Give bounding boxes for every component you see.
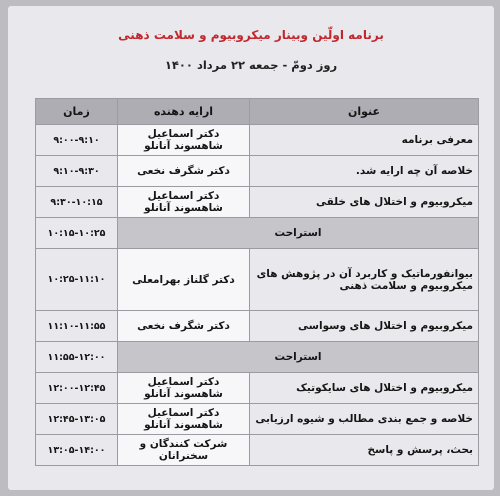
time-cell: ۱۰:۱۵-۱۰:۲۵	[36, 218, 118, 249]
table-row	[36, 373, 479, 404]
topic-cell: بیوانفورماتیک و کاربرد آن در پژوهش های میکروبیوم و سلامت ذهنی	[250, 249, 479, 311]
document-title: برنامه اولّین وبینار میکروبیوم و سلامت ذهنی	[118, 28, 384, 42]
presenter-cell: دکتر گلناز بهرامعلی	[118, 249, 250, 311]
break-row	[36, 342, 479, 373]
table-row	[36, 125, 479, 156]
document-page	[8, 6, 494, 490]
presenter-cell: شرکت کنندگان و سخنرانان	[118, 435, 250, 466]
time-cell: ۱۱:۵۵-۱۲:۰۰	[36, 342, 118, 373]
presenter-cell: دکتر شگرف نخعی	[118, 311, 250, 342]
table-header-row	[36, 99, 479, 125]
time-cell: ۱۳:۰۵-۱۴:۰۰	[36, 435, 118, 466]
table-row	[36, 404, 479, 435]
presenter-cell: دکتر اسماعیل شاهسوند آنانلو	[118, 404, 250, 435]
time-cell: ۹:۰۰-۹:۱۰	[36, 125, 118, 156]
presenter-cell: دکتر اسماعیل شاهسوند آنانلو	[118, 125, 250, 156]
schedule-table	[35, 98, 479, 466]
time-cell: ۱۲:۴۵-۱۳:۰۵	[36, 404, 118, 435]
break-label: استراحت	[118, 218, 479, 249]
header-time: زمان	[36, 99, 118, 125]
topic-cell: میکروبیوم و اختلال های خلقی	[250, 187, 479, 218]
presenter-cell: دکتر اسماعیل شاهسوند آنانلو	[118, 187, 250, 218]
topic-cell: معرفی برنامه	[250, 125, 479, 156]
break-row	[36, 218, 479, 249]
table-row	[36, 156, 479, 187]
break-label: استراحت	[118, 342, 479, 373]
time-cell: ۹:۳۰-۱۰:۱۵	[36, 187, 118, 218]
table-row	[36, 249, 479, 311]
time-cell: ۱۰:۲۵-۱۱:۱۰	[36, 249, 118, 311]
document-subtitle: روز دومّ - جمعه ۲۲ مرداد ۱۴۰۰	[164, 58, 338, 72]
table-row	[36, 435, 479, 466]
presenter-cell: دکتر شگرف نخعی	[118, 156, 250, 187]
table-row	[36, 311, 479, 342]
time-cell: ۱۱:۱۰-۱۱:۵۵	[36, 311, 118, 342]
topic-cell: خلاصه آن چه ارایه شد.	[250, 156, 479, 187]
header-presenter: ارایه دهنده	[118, 99, 250, 125]
topic-cell: میکروبیوم و اختلال های وسواسی	[250, 311, 479, 342]
presenter-cell: دکتر اسماعیل شاهسوند آنانلو	[118, 373, 250, 404]
time-cell: ۹:۱۰-۹:۳۰	[36, 156, 118, 187]
time-cell: ۱۲:۰۰-۱۲:۴۵	[36, 373, 118, 404]
topic-cell: میکروبیوم و اختلال های سایکوتیک	[250, 373, 479, 404]
topic-cell: بحث، پرسش و پاسخ	[250, 435, 479, 466]
topic-cell: خلاصه و جمع بندی مطالب و شیوه ارزیابی	[250, 404, 479, 435]
table-row	[36, 187, 479, 218]
header-topic: عنوان	[250, 99, 479, 125]
